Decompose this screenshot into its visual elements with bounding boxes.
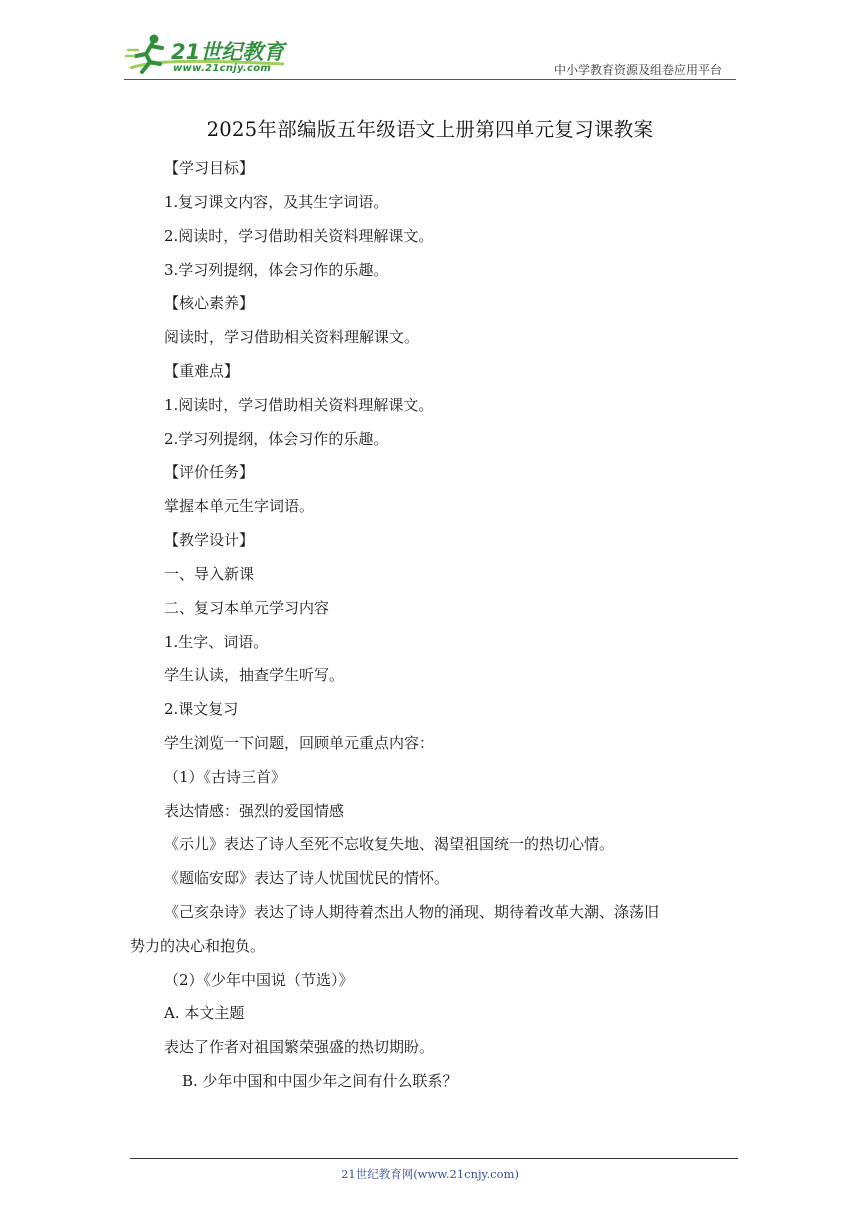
- body-line: （1）《古诗三首》: [164, 768, 287, 786]
- body-line: 表达情感：强烈的爱国情感: [164, 802, 345, 820]
- section-heading: 【评价任务】: [164, 463, 255, 481]
- body-line: 二、复习本单元学习内容: [164, 599, 330, 617]
- body-line: 一、导入新课: [164, 565, 255, 583]
- body-line: 2.学习列提纲，体会习作的乐趣。: [164, 430, 389, 448]
- body-line: 《示儿》表达了诗人至死不忘收复失地、渴望祖国统一的热切心情。: [164, 835, 615, 853]
- body-line: A. 本文主题: [164, 1004, 245, 1022]
- body-line: 表达了作者对祖国繁荣强盛的热切期盼。: [164, 1038, 435, 1056]
- body-line: 1.生字、词语。: [164, 633, 269, 651]
- logo-text: 21世纪教育: [171, 40, 285, 64]
- body-line: 学生认读，抽查学生听写。: [164, 666, 345, 684]
- header-divider: [124, 79, 736, 80]
- section-heading: 【教学设计】: [164, 531, 255, 549]
- site-logo: [124, 30, 289, 78]
- section-heading: 【核心素养】: [164, 294, 255, 312]
- body-line: 《己亥杂诗》表达了诗人期待着杰出人物的涌现、期待着改革大潮、涤荡旧: [164, 903, 660, 921]
- body-line: 掌握本单元生字词语。: [164, 497, 315, 515]
- page-header: [124, 30, 736, 80]
- body-line: 学生浏览一下问题，回顾单元重点内容：: [164, 734, 435, 752]
- section-heading: 【学习目标】: [164, 159, 255, 177]
- section-heading: 【重难点】: [164, 362, 240, 380]
- header-tagline: 中小学教育资源及组卷应用平台: [553, 63, 722, 77]
- body-line: 2.阅读时，学习借助相关资料理解课文。: [164, 227, 434, 245]
- body-line: 1.复习课文内容，及其生字词语。: [164, 193, 389, 211]
- footer-divider: [130, 1158, 738, 1159]
- body-line: 1.阅读时，学习借助相关资料理解课文。: [164, 396, 434, 414]
- body-line: 阅读时，学习借助相关资料理解课文。: [164, 328, 420, 346]
- body-line: 势力的决心和抱负。: [130, 937, 266, 955]
- body-line: 《题临安邸》表达了诗人忧国忧民的情怀。: [164, 869, 450, 887]
- document-title: 2025年部编版五年级语文上册第四单元复习课教案: [206, 118, 654, 141]
- body-line: 3.学习列提纲，体会习作的乐趣。: [164, 261, 389, 279]
- body-line: 2.课文复习: [164, 700, 239, 718]
- body-line: B. 少年中国和中国少年之间有什么联系？: [182, 1072, 458, 1090]
- body-line: （2）《少年中国说（节选）》: [164, 971, 354, 989]
- logo-url: www.21cnjy.com: [173, 63, 272, 74]
- page-footer: 21世纪教育网(www.21cnjy.com): [341, 1167, 519, 1181]
